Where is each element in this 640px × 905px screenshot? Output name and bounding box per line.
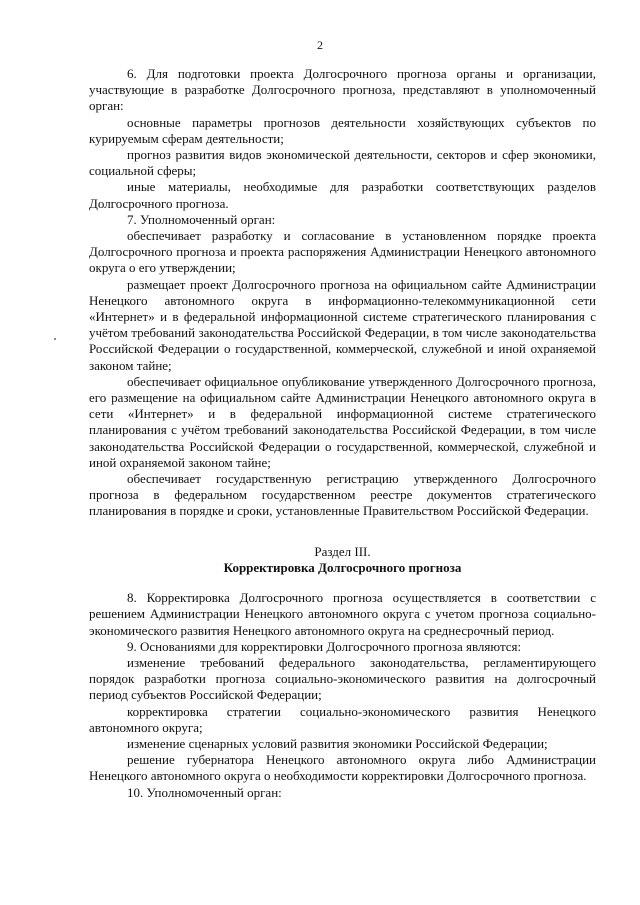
- scan-speck: [54, 338, 56, 340]
- paragraph: размещает проект Долгосрочного прогноза на официальном сайте Администрации Ненецкого автономного округа в информационно-телекоммуникационной сети «Интернет» и в федеральной информационной системе стратегического планирования с учётом требований законодательства Российской Федерации, в том числе законодательства Российской Федерации о государственной, коммерческой, служебной и иной охраняемой законом тайне;: [89, 276, 596, 373]
- paragraph: основные параметры прогнозов деятельности хозяйствующих субъектов по курируемым сферам деятельности;: [89, 114, 596, 146]
- page-number: 2: [317, 38, 323, 52]
- paragraph: прогноз развития видов экономической деятельности, секторов и сфер экономики, социальной сферы;: [89, 147, 596, 179]
- paragraph: иные материалы, необходимые для разработки соответствующих разделов Долгосрочного прогноза.: [89, 179, 596, 211]
- paragraph: 9. Основаниями для корректировки Долгосрочного прогноза являются:: [127, 638, 522, 654]
- paragraph: корректировка стратегии социально-экономического развития Ненецкого автономного округа;: [89, 703, 596, 735]
- section-subtitle: Корректировка Долгосрочного прогноза: [223, 559, 462, 575]
- section-spacer: [89, 520, 596, 544]
- document-body: [89, 66, 596, 801]
- paragraph: решение губернатора Ненецкого автономного округа либо Администрации Ненецкого автономного округа о необходимости корректировки Долгосрочного прогноза.: [89, 752, 596, 784]
- paragraph: обеспечивает официальное опубликование утвержденного Долгосрочного прогноза, его размещение на официальном сайте Администрации Ненецкого автономного округа в сети «Интернет» и в федеральной информационной системе стратегического планирования с учётом требований законодательства Российской Федерации, в том числе законодательства Российской Федерации о государственной, коммерческой, служебной и иной охраняемой законом тайне;: [89, 373, 596, 470]
- section-title: Раздел III.: [314, 543, 371, 559]
- paragraph: 10. Уполномоченный орган:: [127, 784, 282, 800]
- paragraph: 8. Корректировка Долгосрочного прогноза осуществляется в соответствии с решением Администрации Ненецкого автономного округа с учетом прогноза социально-экономического развития Ненецкого автономного округа на среднесрочный период.: [89, 590, 596, 638]
- section-spacer: [89, 576, 596, 590]
- paragraph: обеспечивает разработку и согласование в установленном порядке проекта Долгосрочного прогноза и проекта распоряжения Администрации Ненецкого автономного округа о его утверждении;: [89, 228, 596, 276]
- paragraph: 6. Для подготовки проекта Долгосрочного прогноза органы и организации, участвующие в разработке Долгосрочного прогноза, представляют в уполномоченный орган:: [89, 66, 596, 114]
- paragraph: 7. Уполномоченный орган:: [127, 211, 276, 227]
- paragraph: изменение сценарных условий развития экономики Российской Федерации;: [127, 735, 548, 751]
- paragraph: изменение требований федерального законодательства, регламентирующего порядок разработки прогноза социально-экономического развития на долгосрочный период субъектов Российской Федерации;: [89, 654, 596, 703]
- paragraph: обеспечивает государственную регистрацию утвержденного Долгосрочного прогноза в федеральном государственном реестре документов стратегического планирования в порядке и сроки, установленные Правительством Российской Федерации.: [89, 471, 596, 519]
